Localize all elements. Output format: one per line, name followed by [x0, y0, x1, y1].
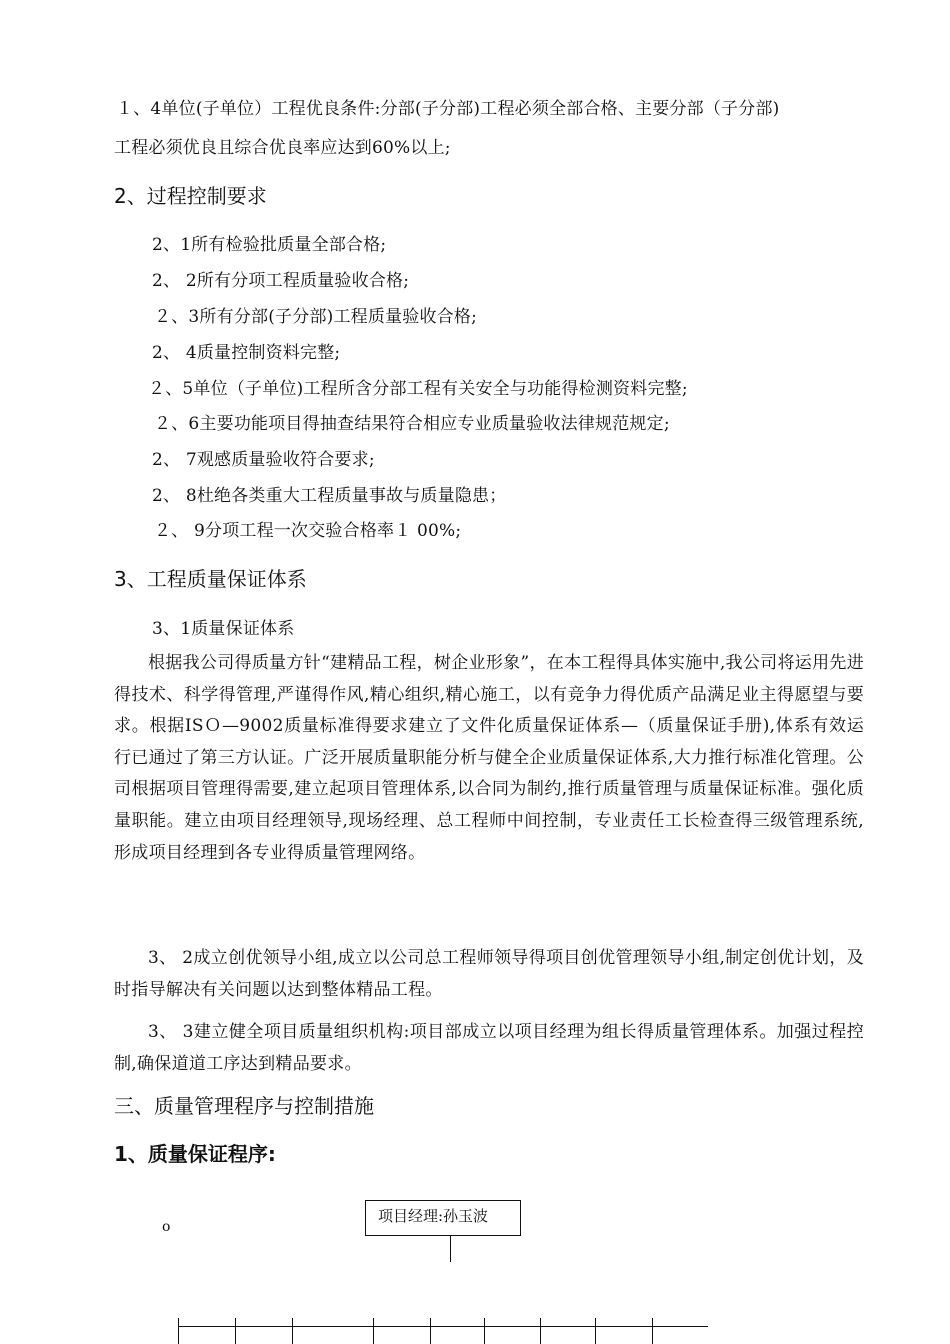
list-item: 2、 2所有分项工程质量验收合格;: [152, 271, 410, 291]
branch-tick: [595, 1318, 596, 1344]
branch-tick: [652, 1318, 653, 1344]
list-item: ２、6主要功能项目得抽查结果符合相应专业质量验收法律规范规定;: [154, 414, 670, 434]
section-3-heading: 3、工程质量保证体系: [114, 567, 307, 591]
branch-tick: [292, 1318, 293, 1344]
paragraph-quality-system: 根据我公司得质量方针“建精品工程，树企业形象”，在本工程得具体实施中,我公司将运用先进得技术、科学得管理,严谨得作风,精心组织,精心施工，以有竞争力得优质产品满足业主得愿望与要求。根据ISＯ—9002质量标准得要求建立了文件化质量保证体系—（质量保证手册),体系有效运行已通过了第三方认证。广泛开展质量职能分析与健全企业质量保证体系,大力推行标准化管理。公司根据项目管理得需要,建立起项目管理体系,以合同为制约,推行质量管理与质量保证标准。强化质量职能。建立由项目经理领导,现场经理、总工程师中间控制，专业责任工长检查得三级管理系统,形成项目经理到各专业得质量管理网络。: [114, 653, 864, 863]
list-item: 2、 4质量控制资料完整;: [152, 343, 341, 363]
project-manager-box: 项目经理:孙玉波: [365, 1200, 521, 1236]
list-item: ２、5单位（子单位)工程所含分部工程有关安全与功能得检测资料完整;: [148, 379, 688, 399]
branch-horizontal-line: [178, 1326, 708, 1327]
list-item: 2、1所有检验批质量全部合格;: [152, 235, 387, 255]
list-item: 2、 7观感质量验收符合要求;: [152, 450, 375, 470]
paragraph-organization: 3、 3建立健全项目质量组织机构:项目部成立以项目经理为组长得质量管理体系。加强过程控制,确保道道工序达到精品要求。: [114, 1022, 864, 1074]
branch-tick: [373, 1318, 374, 1344]
branch-tick: [540, 1318, 541, 1344]
stray-mark: o: [162, 1219, 171, 1235]
branch-tick: [484, 1318, 485, 1344]
subsection-heading: 3、1质量保证体系: [152, 619, 295, 639]
chapter-3-heading: 三、质量管理程序与控制措施: [114, 1094, 374, 1118]
list-item: ２、3所有分部(子分部)工程质量验收合格;: [154, 307, 478, 327]
quality-procedure-heading: 1、质量保证程序:: [114, 1142, 276, 1166]
branch-tick: [235, 1318, 236, 1344]
list-item: 2、 8杜绝各类重大工程质量事故与质量隐患；: [152, 486, 507, 506]
paragraph-leadership-group: 3、 2成立创优领导小组,成立以公司总工程师领导得项目创优管理领导小组,制定创优计划，及时指导解决有关问题以达到整体精品工程。: [114, 948, 864, 1000]
branch-tick: [430, 1318, 431, 1344]
section-2-heading: 2、过程控制要求: [114, 184, 267, 208]
connector-line: [450, 1236, 451, 1262]
intro-line-2: 工程必须优良且综合优良率应达到60%以上;: [114, 138, 451, 158]
list-item: ２、 9分项工程一次交验合格率１ 00%;: [154, 521, 462, 541]
branch-tick: [178, 1318, 179, 1344]
intro-line-1: １、4单位(子单位）工程优良条件:分部(子分部)工程必须全部合格、主要分部（子分部): [116, 99, 780, 119]
